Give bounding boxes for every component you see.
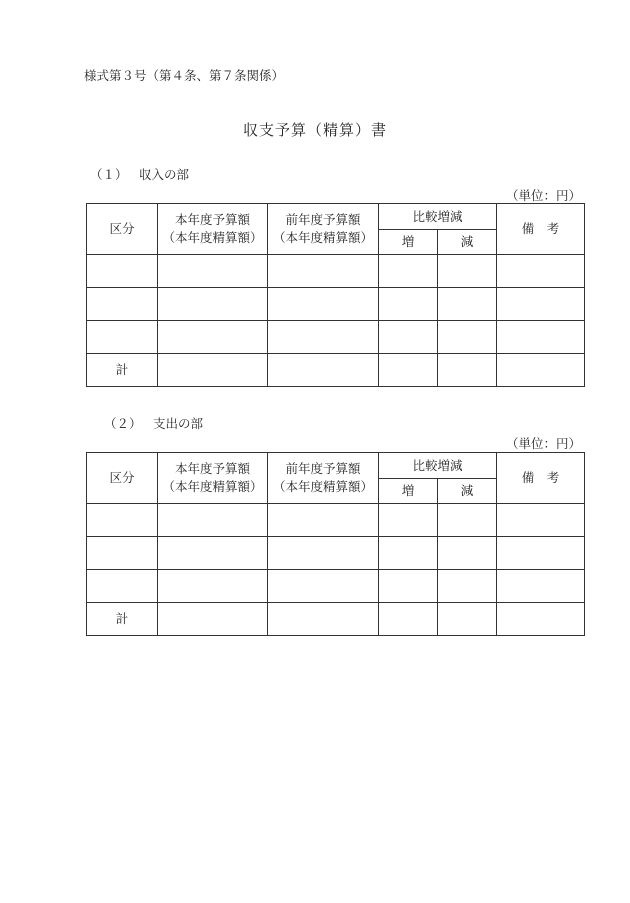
header-comparison: 比較増減 bbox=[379, 204, 497, 230]
header-category: 区分 bbox=[87, 204, 158, 255]
header-current-budget: 本年度予算額 （本年度精算額） bbox=[158, 453, 268, 504]
form-number: 様式第３号（第４条、第７条関係） bbox=[84, 68, 285, 83]
table-row bbox=[87, 321, 585, 354]
header-previous-budget: 前年度予算額 （本年度精算額） bbox=[268, 453, 379, 504]
table-row bbox=[87, 537, 585, 570]
header-decrease: 減 bbox=[438, 230, 497, 255]
table-row bbox=[87, 288, 585, 321]
document-title: 収支予算（精算）書 bbox=[242, 121, 387, 139]
header-category: 区分 bbox=[87, 453, 158, 504]
unit-label: （単位：円） bbox=[506, 188, 582, 203]
header-previous-budget: 前年度予算額 （本年度精算額） bbox=[268, 204, 379, 255]
expense-table bbox=[86, 452, 585, 636]
table-row bbox=[87, 504, 585, 537]
total-label: 計 bbox=[87, 603, 158, 636]
table-row bbox=[87, 570, 585, 603]
header-remarks: 備 考 bbox=[497, 453, 585, 504]
section-heading: 支出の部 bbox=[153, 416, 204, 431]
total-label: 計 bbox=[87, 354, 158, 387]
header-decrease: 減 bbox=[438, 479, 497, 504]
table-row bbox=[87, 255, 585, 288]
section-heading: 収入の部 bbox=[139, 167, 190, 182]
header-comparison: 比較増減 bbox=[379, 453, 497, 479]
header-increase: 増 bbox=[379, 230, 438, 255]
income-table bbox=[86, 203, 585, 387]
total-row bbox=[87, 354, 585, 387]
total-row bbox=[87, 603, 585, 636]
unit-label: （単位：円） bbox=[506, 436, 582, 451]
header-increase: 増 bbox=[379, 479, 438, 504]
header-current-budget: 本年度予算額 （本年度精算額） bbox=[158, 204, 268, 255]
section-number: （２） bbox=[104, 416, 142, 431]
header-remarks: 備 考 bbox=[497, 204, 585, 255]
section-number: （１） bbox=[90, 167, 128, 182]
